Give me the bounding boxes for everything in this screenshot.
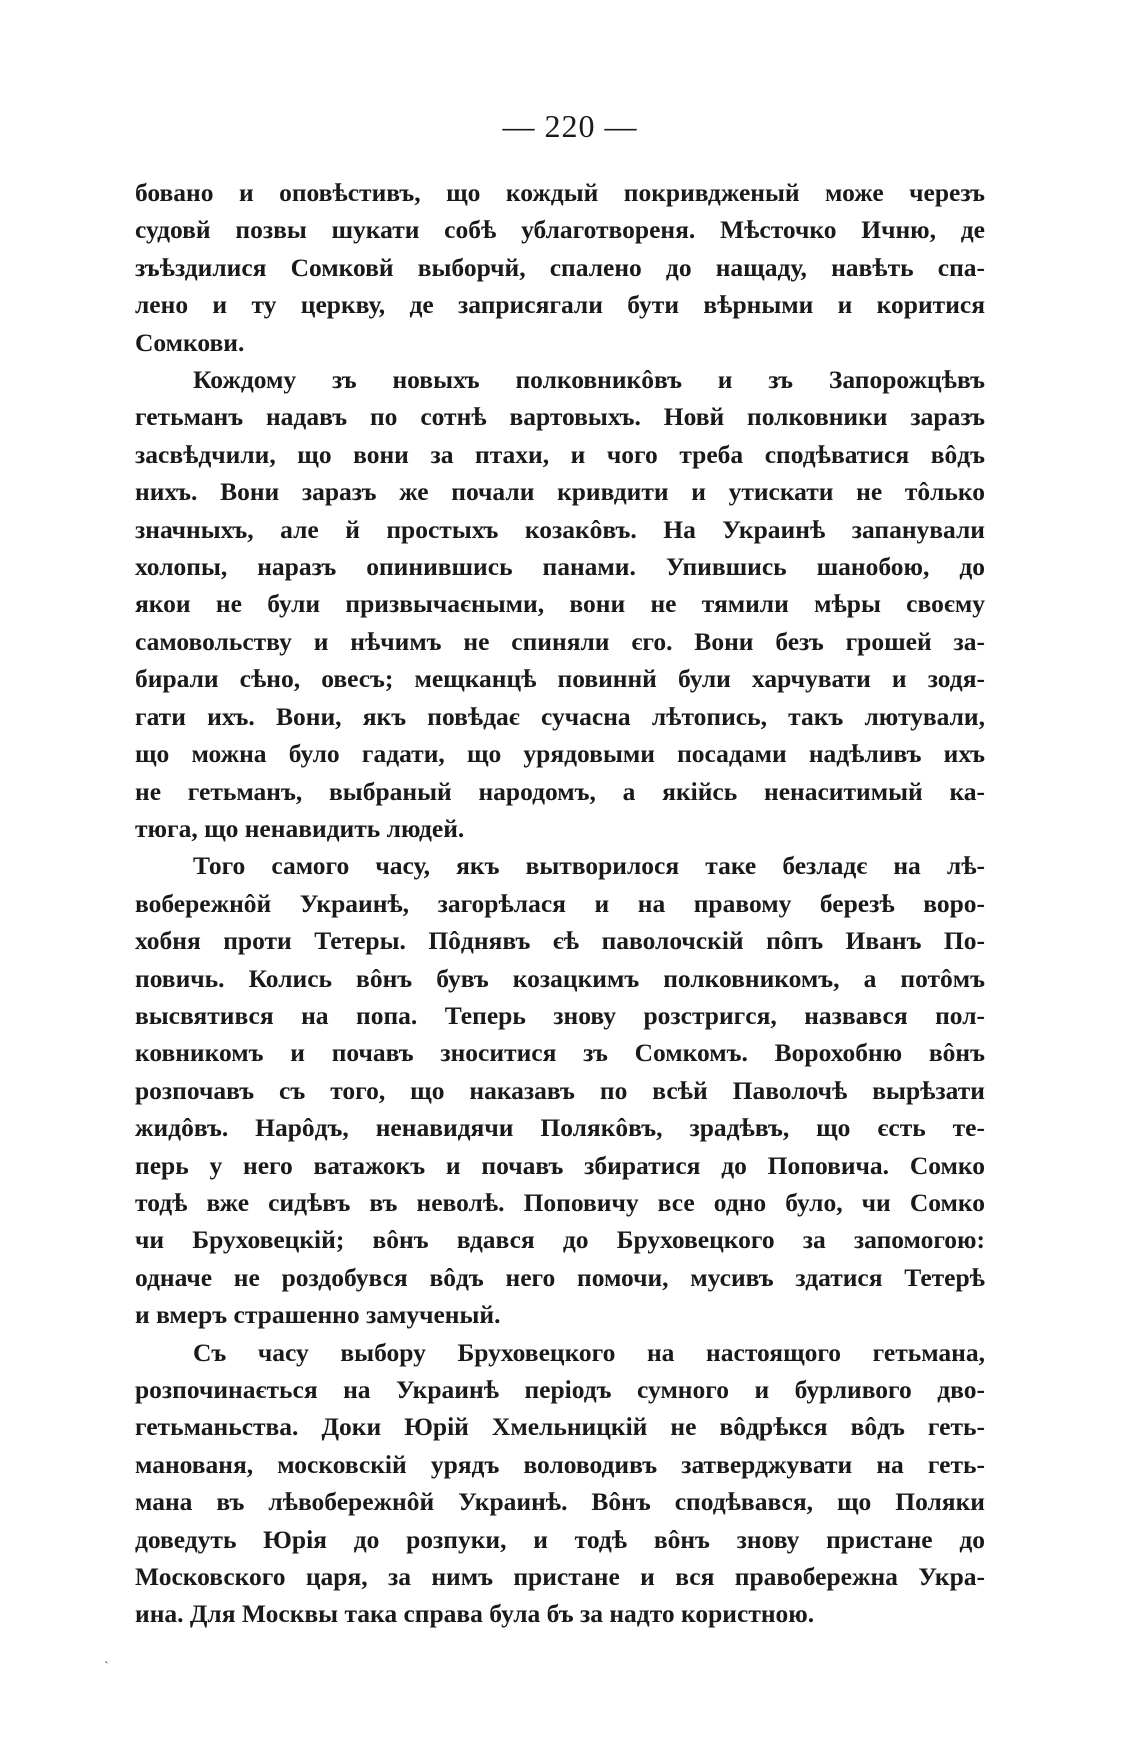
text-line: судовй позвы шукати собѣ ублаготвореня. Мѣсточко Ичню, де	[135, 215, 985, 245]
text-line: розпочинається на Украинѣ періодъ сумного и бурливого дво-	[135, 1375, 985, 1404]
text-line: засвѣдчили, що вони за птахи, и чого треба сподѣватися вôдъ	[135, 439, 985, 469]
text-line: Московского царя, за нимъ пристане и вся правобережна Укра-	[135, 1562, 985, 1592]
text-line: якои не були призвычаєными, вони не тямили мѣры своєму	[135, 589, 985, 619]
text-line: не гетьманъ, выбраный народомъ, а якійсь ненаситимый ка-	[135, 776, 985, 806]
text-line: мана въ лѣвобережнôй Украинѣ. Вôнъ сподѣвався, що Поляки	[135, 1487, 985, 1517]
text-line: перь у него ватажокъ и почавъ збиратися до Поповича. Сомко	[135, 1150, 985, 1180]
text-line: бирали сѣно, овесъ; мещканцѣ повиннй були харчувати и зодя-	[135, 664, 985, 694]
text-line: Того самого часу, якъ вытворилося таке безладє на лѣ-	[193, 851, 985, 881]
page-text	[135, 174, 985, 1633]
text-line: значныхъ, але й простыхъ козакôвъ. На Украинѣ запанували	[135, 514, 985, 544]
text-line: ковникомъ и почавъ зноситися зъ Сомкомъ. Ворохобню вôнъ	[135, 1038, 985, 1068]
text-line: тюга, що ненавидить людей.	[135, 813, 465, 843]
text-line: Кождому зъ новыхъ полковникôвъ и зъ Запорожцѣвъ	[193, 365, 985, 395]
text-line: що можна було гадати, що урядовыми посадами надѣливъ ихъ	[135, 739, 985, 769]
text-line: холопы, наразъ опинившись панами. Упившись шанобою, до	[135, 552, 985, 582]
paragraph	[135, 174, 985, 361]
text-line: хобня проти Тетеры. Пôднявъ єѣ паволочскій пôпъ Иванъ По-	[135, 926, 985, 956]
text-line: манованя, московскій урядъ воловодивъ затверджувати на геть-	[135, 1449, 985, 1479]
text-line: вобережнôй Украинѣ, загорѣлася и на правому березѣ воро-	[135, 888, 985, 918]
paragraph	[135, 361, 985, 847]
text-line: чи Бруховецкій; вôнъ вдався до Бруховецкого за запомогою:	[135, 1225, 985, 1255]
text-line: Сомкови.	[135, 327, 245, 357]
text-line: лено и ту церкву, де заприсягали бути вѣрными и коритися	[135, 290, 985, 320]
text-line: розпочавъ съ того, що наказавъ по всѣй Паволочѣ вырѣзати	[135, 1075, 985, 1105]
text-line: и вмеръ страшенно замученый.	[135, 1300, 501, 1330]
text-line: гетьманьства. Доки Юрій Хмельницкій не вôдрѣкся вôдъ геть-	[135, 1412, 985, 1442]
text-line: Съ часу выбору Бруховецкого на настоящого гетьмана,	[193, 1337, 985, 1367]
text-line: нихъ. Вони заразъ же почали кривдити и утискати не тôлько	[135, 477, 985, 507]
text-line: самовольству и нѣчимъ не спиняли єго. Вони безъ грошей за-	[135, 626, 985, 656]
paragraph	[135, 847, 985, 1333]
text-line: жидôвъ. Нарôдъ, ненавидячи Полякôвъ, зрадѣвъ, що єсть те-	[135, 1113, 985, 1143]
text-line: бовано и оповѣстивъ, що кождый покривдженый може черезъ	[135, 178, 985, 207]
text-line: гетьманъ надавъ по сотнѣ вартовыхъ. Новй полковники заразъ	[135, 402, 985, 432]
page-number: — 220 —	[502, 108, 638, 144]
text-line: зъѣздилися Сомковй выборчй, спалено до нащаду, навѣть спа-	[135, 252, 985, 282]
scan-mark: `	[104, 1660, 109, 1675]
text-line: одначе не роздобувся вôдъ него помочи, мусивъ здатися Тетерѣ	[135, 1262, 985, 1292]
paragraph	[135, 1334, 985, 1633]
text-line: гати ихъ. Вони, якъ повѣдає сучасна лѣтопись, такъ лютували,	[135, 701, 985, 731]
text-line: тодѣ вже сидѣвъ въ неволѣ. Поповичу все одно було, чи Сомко	[135, 1187, 985, 1217]
text-line: высвятився на попа. Теперь знову розстригся, назвався пол-	[135, 1000, 985, 1030]
text-line: повичь. Колись вôнъ бувъ козацкимъ полковникомъ, а потôмъ	[135, 963, 985, 993]
text-line: ина. Для Москвы така справа була бъ за надто користною.	[135, 1599, 815, 1629]
text-line: доведуть Юрія до розпуки, и тодѣ вôнъ знову пристане до	[135, 1524, 985, 1554]
